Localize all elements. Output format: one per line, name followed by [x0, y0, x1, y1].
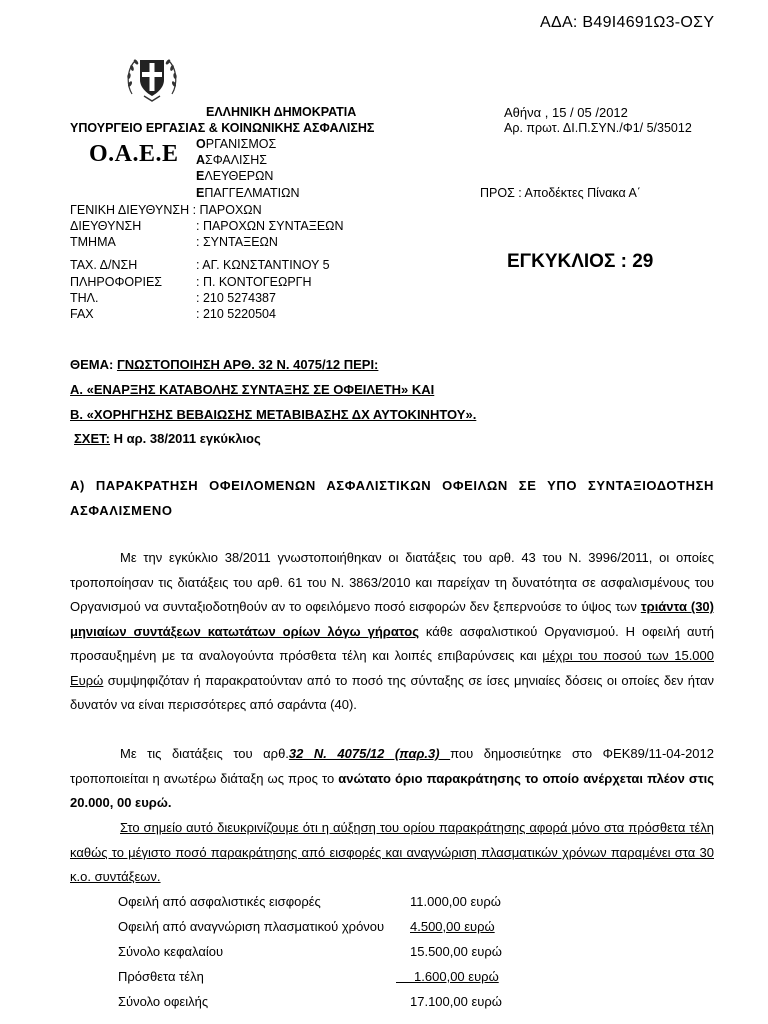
paragraph-3: Στο σημείο αυτό διευκρινίζουμε ότι η αύξηση του ορίου παρακράτησης αφορά μόνο στα πρόσθετα τέλη καθώς το μέγιστο ποσό παρακράτησης από εισφορές και αναγνώριση πλασματικών χρόνων παραμένει στα 30 κ.ο. συντάξεων.	[70, 820, 714, 884]
place-date: Αθήνα , 15 / 05 /2012	[504, 105, 628, 120]
general-directorate: ΓΕΝΙΚΗ ΔΙΕΥΘΥΝΣΗ : ΠΑΡΟΧΩΝ	[70, 203, 262, 217]
contact-info-label: ΠΛΗΡΟΦΟΡΙΕΣ	[70, 275, 163, 289]
recipients: ΠΡΟΣ : Αποδέκτες Πίνακα Α΄	[480, 186, 641, 200]
greek-coat-of-arms-icon	[124, 54, 180, 104]
directorate-value: : ΠΑΡΟΧΩΝ ΣΥΝΤΑΞΕΩΝ	[196, 219, 344, 233]
directorate-label: ΔΙΕΥΘΥΝΣΗ	[70, 219, 142, 233]
paragraph-1: Με την εγκύκλιο 38/2011 γνωστοποιήθηκαν οι διατάξεις του αρθ. 43 του Ν. 3996/2011, οι οποίες τροποποίησαν τις διατάξεις του αρθ. 61 του Ν. 3863/2010 και παρείχαν τη δυνατότητα σε ασφαλισμένους του Οργανισμού να συνταξιοδοτηθούν αν το οφειλόμενο ποσό εισφορών δεν ξεπερνούσε το ύψος των τριάντα (30) μηνιαίων συντάξεων κατωτάτων ορίων λόγω γήρατος κάθε ασφαλιστικού Οργανισμού. Η οφειλή αυτή προσαυξημένη με τα αναλογούντα πρόσθετα τέλη και λοιπές επιβαρύνσεις και μέχρι του ποσού των 15.000 Ευρώ συμψηφιζόταν ή παρακρατούνταν από το ποσό της σύνταξης σε ίσες μηνιαίες δόσεις οι οποίες δεν ήταν δυνατόν να είναι περισσότερες από σαράντα (40).	[70, 550, 714, 712]
subject-line-3: Β. «ΧΟΡΗΓΗΣΗΣ ΒΕΒΑΙΩΣΗΣ ΜΕΤΑΒΙΒΑΣΗΣ ΔΧ ΑΥΤΟΚΙΝΗΤΟΥ».	[70, 407, 477, 422]
paragraph-2: Με τις διατάξεις του αρθ.32 Ν. 4075/12 (παρ.3) που δημοσιεύτηκε στο ΦΕΚ89/11-04-2012 τροποποιείται η ανωτέρω διάταξη ως προς το ανώτατο όριο παρακράτησης το οποίο ανέρχεται πλέον στις 20.000, 00 ευρώ.	[70, 746, 715, 810]
contact-info-value: : Π. ΚΟΝΤΟΓΕΩΡΓΗ	[196, 275, 312, 289]
ministry-title: ΥΠΟΥΡΓΕΙΟ ΕΡΓΑΣΙΑΣ & ΚΟΙΝΩΝΙΚΗΣ ΑΣΦΑΛΙΣΗΣ	[70, 121, 375, 135]
section-value: : ΣΥΝΤΑΞΕΩΝ	[196, 235, 278, 249]
contact-phone-label: ΤΗΛ.	[70, 291, 99, 305]
org-line-1: ΟΡΓΑΝΙΣΜΟΣ	[196, 137, 277, 151]
subject-line-2: Α. «ΕΝΑΡΞΗΣ ΚΑΤΑΒΟΛΗΣ ΣΥΝΤΑΞΗΣ ΣΕ ΟΦΕΙΛΕΤΗ» ΚΑΙ	[70, 382, 435, 397]
contact-phone-value: : 210 5274387	[196, 291, 276, 305]
org-line-3: ΕΛΕΥΘΕΡΩΝ	[196, 169, 274, 183]
circular-number: ΕΓΚΥΚΛΙΟΣ : 29	[507, 251, 654, 272]
republic-title: ΕΛΛΗΝΙΚΗ ΔΗΜΟΚΡΑΤΙΑ	[206, 105, 357, 119]
contact-address-value: : ΑΓ. ΚΩΝΣΤΑΝΤΙΝΟΥ 5	[196, 258, 330, 272]
org-abbreviation: Ο.Α.Ε.Ε	[89, 141, 179, 167]
subject-line-1: ΘΕΜΑ: ΓΝΩΣΤΟΠΟΙΗΣΗ ΑΡΘ. 32 Ν. 4075/12 ΠΕΡΙ:	[70, 357, 379, 372]
section-a-title: Α) ΠΑΡΑΚΡΑΤΗΣΗ ΟΦΕΙΛΟΜΕΝΩΝ ΑΣΦΑΛΙΣΤΙΚΩΝ ΟΦΕΙΛΩΝ ΣΕ ΥΠΟ ΣΥΝΤΑΞΙΟΔΟΤΗΣΗ ΑΣΦΑΛΙΣΜΕΝΟ	[70, 478, 714, 518]
protocol-number: Αρ. πρωτ. ΔΙ.Π.ΣΥΝ./Φ1/ 5/35012	[504, 121, 692, 135]
reference: ΣΧΕΤ: Η αρ. 38/2011 εγκύκλιος	[74, 431, 261, 446]
org-line-4: ΕΠΑΓΓΕΛΜΑΤΙΩΝ	[196, 186, 300, 200]
ada-code: ΑΔΑ: Β49Ι4691Ω3-ΟΣΥ	[540, 14, 715, 31]
contact-address-label: ΤΑΧ. Δ/ΝΣΗ	[70, 258, 138, 272]
contact-fax-value: : 210 5220504	[196, 307, 276, 321]
section-label: ΤΜΗΜΑ	[70, 235, 116, 249]
org-line-2: ΑΣΦΑΛΙΣΗΣ	[196, 153, 268, 167]
contact-fax-label: FAX	[70, 307, 94, 321]
